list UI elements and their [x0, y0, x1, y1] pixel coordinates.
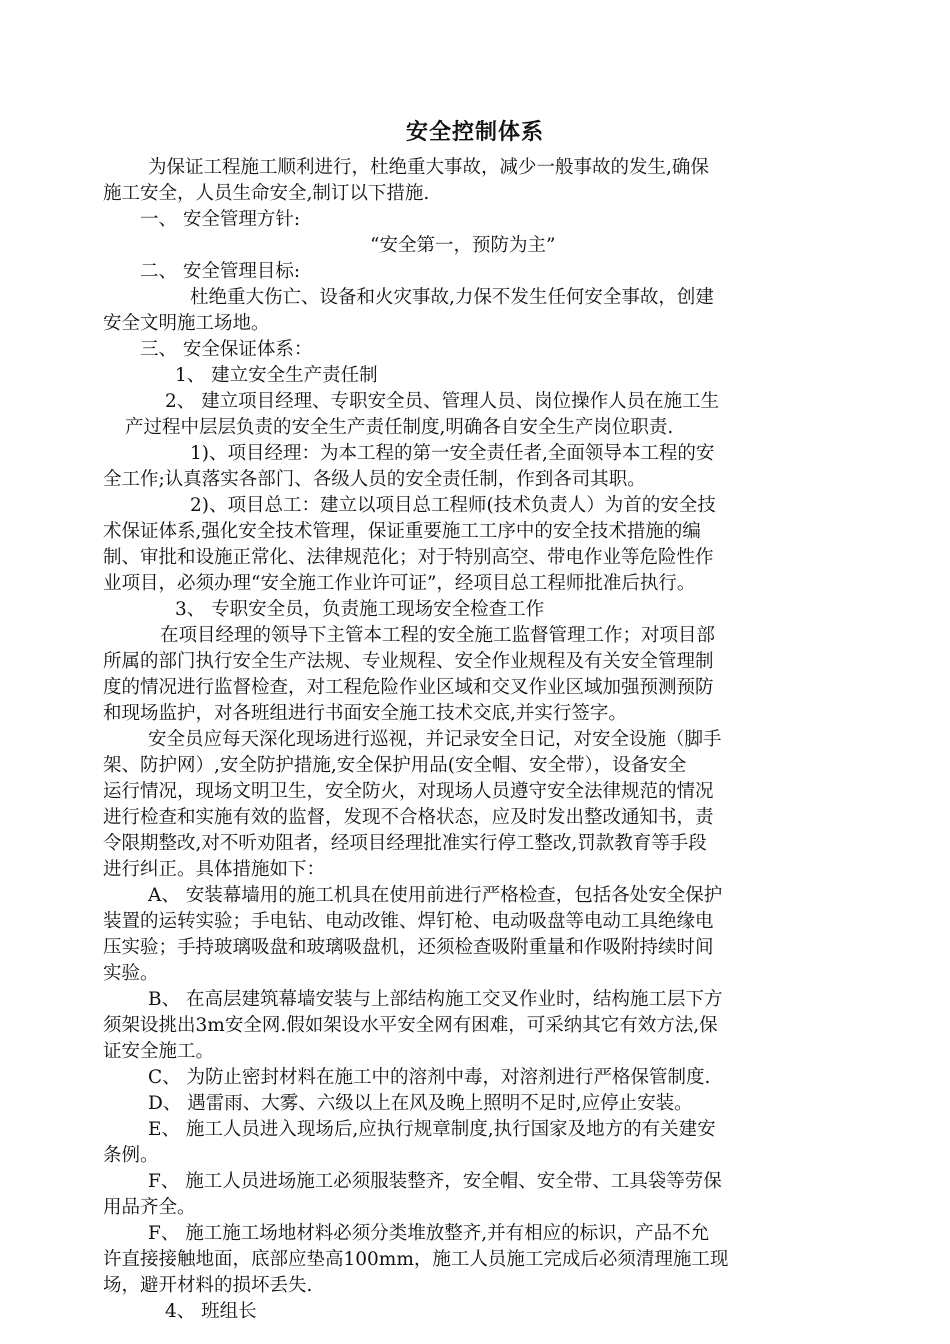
paragraph-line: 用品齐全。 [103, 1197, 196, 1218]
measure-item: D、 遇雷雨、大雾、六级以上在风及晚上照明不足时,应停止安装。 [148, 1093, 693, 1114]
paragraph-line: 条例。 [103, 1145, 159, 1166]
section-heading: 二、 安全管理目标: [140, 261, 301, 282]
paragraph-line: 进行纠正。具体措施如下： [103, 859, 326, 880]
measure-item: C、 为防止密封材料在施工中的溶剂中毒，对溶剂进行严格保管制度. [148, 1067, 711, 1088]
paragraph-line: 为保证工程施工顺利进行，杜绝重大事故，减少一般事故的发生,确保 [148, 157, 709, 178]
paragraph-line: 令限期整改,对不听劝阻者，经项目经理批准实行停工整改,罚款教育等手段 [103, 833, 707, 854]
paragraph-line: 业项目，必须办理“安全施工作业许可证”，经项目总工程师批准后执行。 [103, 573, 696, 594]
paragraph-line: 2)、项目总工：建立以项目总工程师(技术负责人）为首的安全技 [190, 495, 716, 516]
section-heading: 一、 安全管理方针: [140, 209, 301, 230]
subsection-heading: 4、 班组长 [165, 1301, 257, 1322]
paragraph-line: 证安全施工。 [103, 1041, 215, 1062]
paragraph-line: 在项目经理的领导下主管本工程的安全施工监督管理工作；对项目部 [160, 625, 716, 646]
paragraph-line: 2、 建立项目经理、专职安全员、管理人员、岗位操作人员在施工生 [165, 391, 720, 412]
paragraph-line: 进行检查和实施有效的监督，发现不合格状态，应及时发出整改通知书，责 [103, 807, 714, 828]
paragraph-line: 装置的运转实验；手电钻、电动改锥、焊钉枪、电动吸盘等电动工具绝缘电 [103, 911, 714, 932]
paragraph-line: 所属的部门执行安全生产法规、专业规程、安全作业规程及有关安全管理制 [103, 651, 714, 672]
paragraph-line: 安全文明施工场地。 [103, 313, 270, 334]
section-heading: 三、 安全保证体系： [140, 339, 313, 360]
paragraph-line: 许直接接触地面，底部应垫高100mm，施工人员施工完成后必须清理施工现 [103, 1249, 729, 1270]
subsection-heading: 3、 专职安全员，负责施工现场安全检查工作 [175, 599, 545, 620]
paragraph-line: 实验。 [103, 963, 159, 984]
paragraph-line: 度的情况进行监督检查，对工程危险作业区域和交叉作业区域加强预测预防 [103, 677, 714, 698]
paragraph-line: 架、防护网）,安全防护措施,安全保护用品(安全帽、安全带），设备安全 [103, 755, 687, 776]
document-title: 安全控制体系 [405, 119, 544, 145]
measure-item: A、 安装幕墙用的施工机具在使用前进行严格检查，包括各处安全保护 [148, 885, 723, 906]
subsection-heading: 1、 建立安全生产责任制 [175, 365, 378, 386]
measure-item: B、 在高层建筑幕墙安装与上部结构施工交叉作业时，结构施工层下方 [148, 989, 723, 1010]
paragraph-line: 运行情况，现场文明卫生，安全防火，对现场人员遵守安全法律规范的情况 [103, 781, 714, 802]
paragraph-line: 产过程中层层负责的安全生产责任制度,明确各自安全生产岗位职责. [125, 417, 674, 438]
paragraph-line: 术保证体系,强化安全技术管理，保证重要施工工序中的安全技术措施的编 [103, 521, 701, 542]
paragraph-line: 和现场监护，对各班组进行书面安全施工技术交底,并实行签字。 [103, 703, 627, 724]
paragraph-line: 场，避开材料的损坏丢失. [103, 1275, 313, 1296]
paragraph-line: 1)、项目经理：为本工程的第一安全责任者,全面领导本工程的安 [190, 443, 715, 464]
measure-item: F、 施工施工场地材料必须分类堆放整齐,并有相应的标识，产品不允 [148, 1223, 710, 1244]
paragraph-line: 杜绝重大伤亡、设备和火灾事故,力保不发生任何安全事故，创建 [190, 287, 714, 308]
paragraph-line: 安全员应每天深化现场进行巡视，并记录安全日记，对安全设施（脚手 [148, 729, 722, 750]
measure-item: F、 施工人员进场施工必须服装整齐，安全帽、安全带、工具袋等劳保 [148, 1171, 722, 1192]
paragraph-line: 须架设挑出3m安全网.假如架设水平安全网有困难，可采纳其它有效方法,保 [103, 1015, 718, 1036]
slogan-line: “安全第一，预防为主” [370, 235, 556, 256]
paragraph-line: 施工安全，人员生命安全,制订以下措施. [103, 183, 430, 204]
paragraph-line: 制、审批和设施正常化、法律规范化；对于特别高空、带电作业等危险性作 [103, 547, 714, 568]
paragraph-line: 全工作;认真落实各部门、各级人员的安全责任制，作到各司其职。 [103, 469, 646, 490]
measure-item: E、 施工人员进入现场后,应执行规章制度,执行国家及地方的有关建安 [148, 1119, 716, 1140]
paragraph-line: 压实验；手持玻璃吸盘和玻璃吸盘机，还须检查吸附重量和作吸附持续时间 [103, 937, 714, 958]
